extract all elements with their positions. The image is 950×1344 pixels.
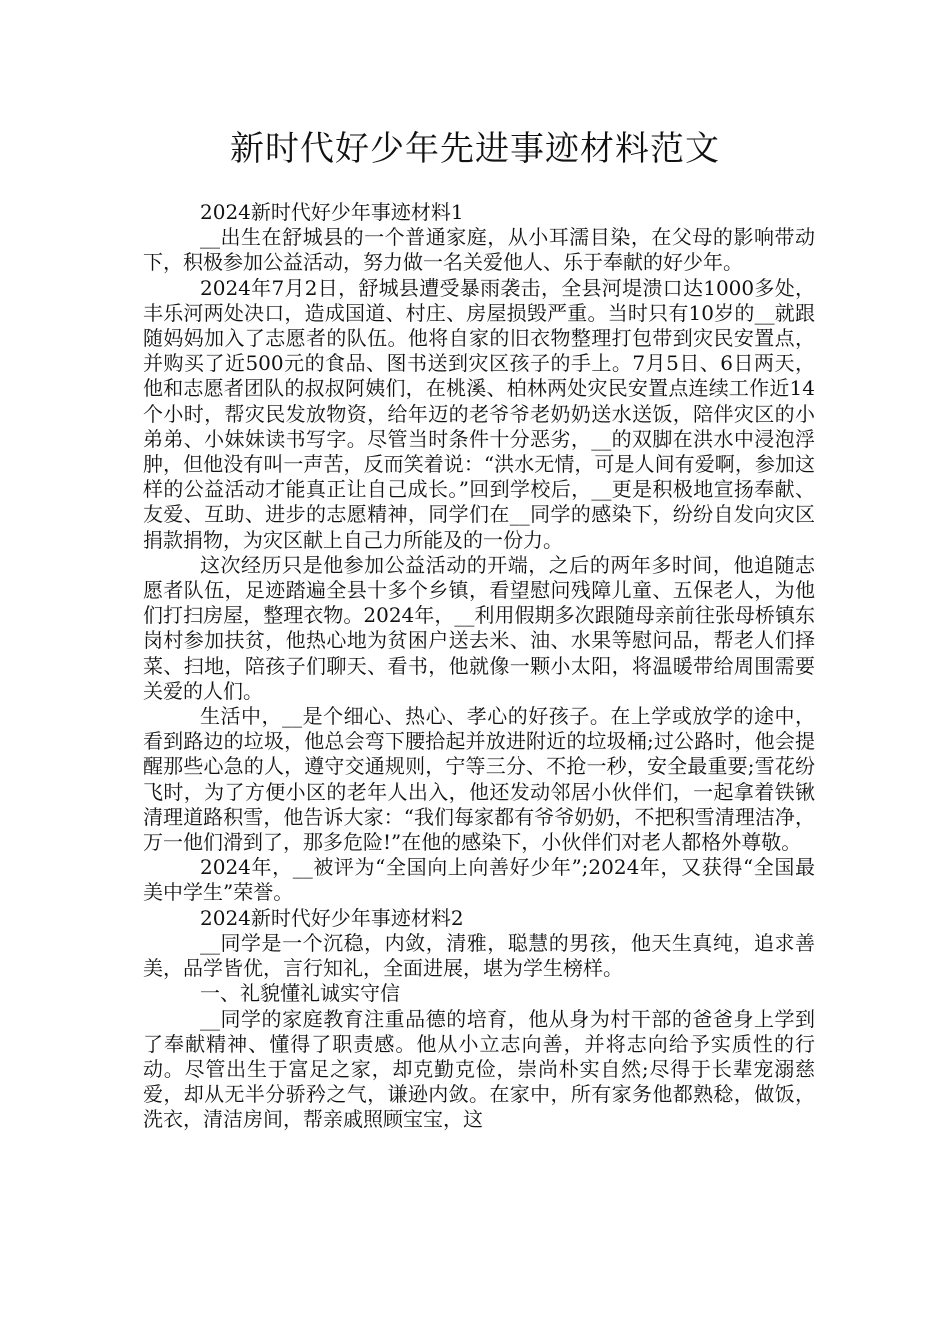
document-body [143, 200, 815, 1133]
subsection-heading: 一、礼貌懂礼诚实守信 [200, 981, 400, 1006]
paragraph: 这次经历只是他参加公益活动的开端，之后的两年多时间，他追随志愿者队伍，足迹踏遍全县十多个乡镇，看望慰问残障儿童、五保老人，为他们打扫房屋，整理衣物。2024年，__利用假期多次跟随母亲前往张母桥镇东岗村参加扶贫，他热心地为贫困户送去米、油、水果等慰问品，帮老人们择菜、扫地，陪孩子们聊天、看书，他就像一颗小太阳，将温暖带给周围需要关爱的人们。 [143, 552, 815, 703]
paragraph: __同学的家庭教育注重品德的培育，他从身为村干部的爸爸身上学到了奉献精神、懂得了职责感。他从小立志向善，并将志向给予实质性的行动。尽管出生于富足之家，却克勤克俭，崇尚朴实自然;尽得于长辈宠溺慈爱，却从无半分骄矜之气，谦逊内敛。在家中，所有家务他都熟稔，做饭，洗衣，清洁房间，帮亲戚照顾宝宝，这 [143, 1006, 815, 1132]
paragraph: __出生在舒城县的一个普通家庭，从小耳濡目染，在父母的影响带动下，积极参加公益活动，努力做一名关爱他人、乐于奉献的好少年。 [143, 225, 815, 275]
paragraph: __同学是一个沉稳，内敛，清雅，聪慧的男孩，他天生真纯，追求善美，品学皆优，言行知礼，全面进展，堪为学生榜样。 [143, 930, 815, 981]
paragraph: 生活中，__是个细心、热心、孝心的好孩子。在上学或放学的途中，看到路边的垃圾，他总会弯下腰拾起并放进附近的垃圾桶;过公路时，他会提醒那些心急的人，遵守交通规则，宁等三分、不抢一秒，安全最重要;雪花纷飞时，为了方便小区的老年人出入，他还发动邻居小伙伴们，一起拿着铁锹清理道路积雪，他告诉大家：“我们每家都有爷爷奶奶，不把积雪清理洁净，万一他们滑到了，那多危险!”在他的感染下，小伙伴们对老人都格外尊敬。 [143, 704, 815, 855]
document-title: 新时代好少年先进事迹材料范文 [230, 129, 720, 169]
section-heading-1: 2024新时代好少年事迹材料1 [200, 200, 464, 224]
paragraph: 2024年7月2日，舒城县遭受暴雨袭击，全县河堤溃口达1000多处，丰乐河两处决口，造成国道、村庄、房屋损毁严重。当时只有10岁的__就跟随妈妈加入了志愿者的队伍。他将自家的旧衣物整理打包带到灾民安置点，并购买了近500元的食品、图书送到灾区孩子的手上。7月5日、6日两天，他和志愿者团队的叔叔阿姨们，在桃溪、柏林两处灾民安置点连续工作近14个小时，帮灾民发放物资，给年迈的老爷爷老奶奶送水送饭，陪伴灾区的小弟弟、小妹妹读书写字。尽管当时条件十分恶劣，__的双脚在洪水中浸泡浮肿，但他没有叫一声苦，反而笑着说：“洪水无情，可是人间有爱啊，参加这样的公益活动才能真正让自己成长。”回到学校后，__更是积极地宣扬奉献、友爱、互助、进步的志愿精神，同学们在__同学的感染下，纷纷自发向灾区捐款捐物，为灾区献上自己力所能及的一份力。 [143, 275, 815, 552]
section-heading-2: 2024新时代好少年事迹材料2 [200, 905, 464, 930]
paragraph: 2024年，__被评为“全国向上向善好少年”;2024年，又获得“全国最美中学生”荣誉。 [143, 855, 815, 905]
